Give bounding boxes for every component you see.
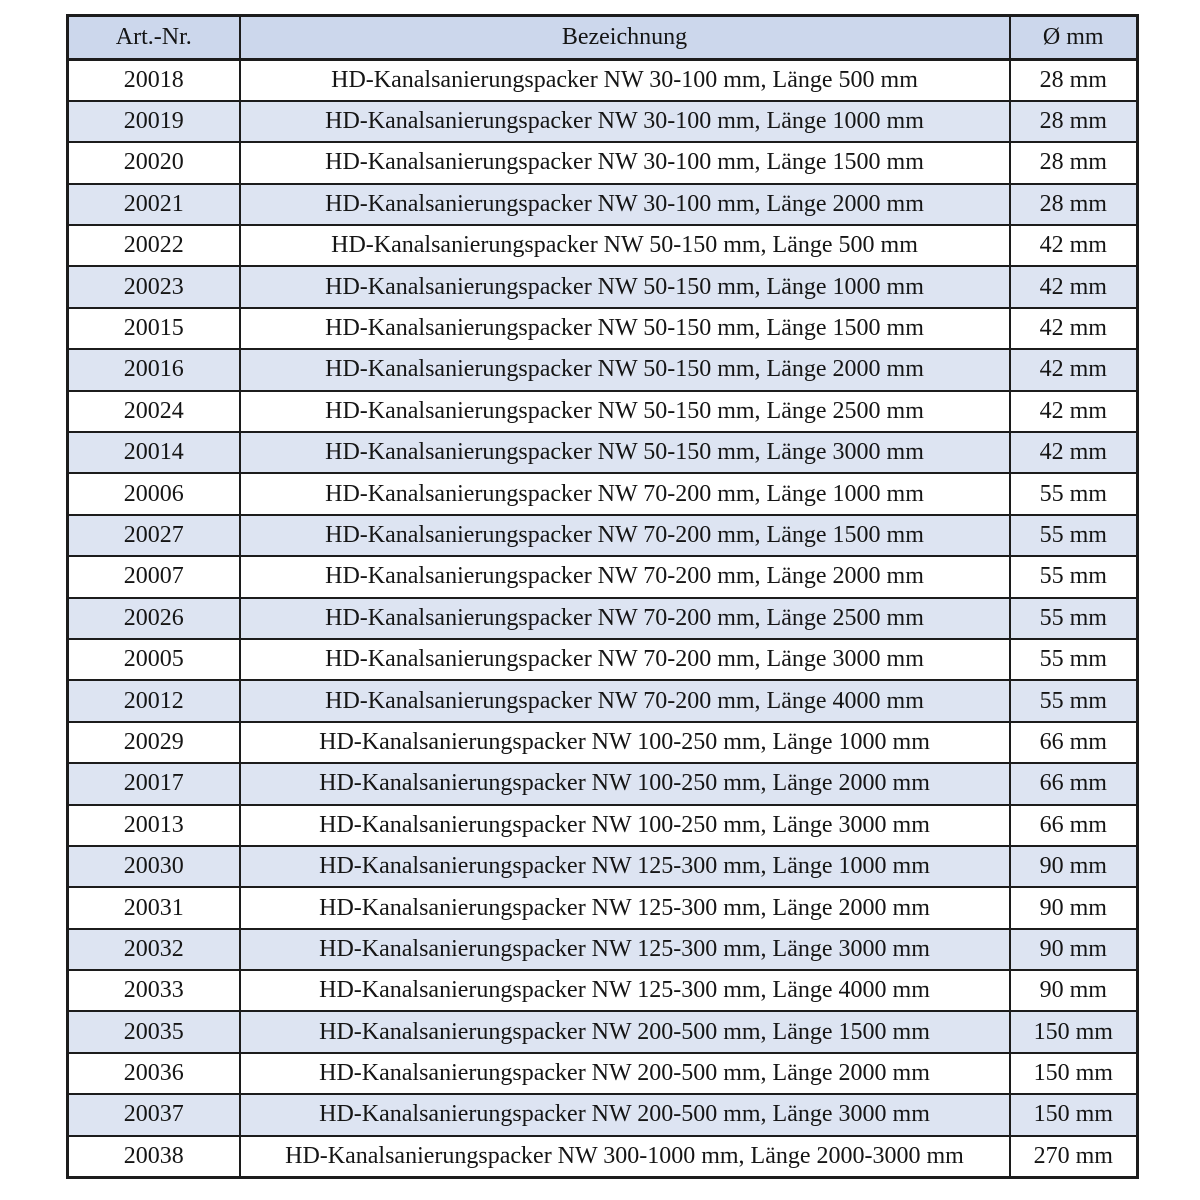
cell-artnr: 20031: [68, 887, 240, 928]
cell-artnr: 20023: [68, 266, 240, 307]
cell-bezeichnung: HD-Kanalsanierungspacker NW 30-100 mm, Länge 2000 mm: [240, 184, 1010, 225]
cell-diameter: 270 mm: [1010, 1136, 1138, 1177]
cell-bezeichnung: HD-Kanalsanierungspacker NW 70-200 mm, Länge 2000 mm: [240, 556, 1010, 597]
table-row: [68, 184, 1138, 225]
table-header: [68, 16, 1138, 60]
cell-bezeichnung: HD-Kanalsanierungspacker NW 200-500 mm, Länge 1500 mm: [240, 1011, 1010, 1052]
cell-bezeichnung: HD-Kanalsanierungspacker NW 100-250 mm, Länge 2000 mm: [240, 763, 1010, 804]
product-table: [66, 14, 1139, 1179]
cell-bezeichnung: HD-Kanalsanierungspacker NW 50-150 mm, Länge 2000 mm: [240, 349, 1010, 390]
table-body: [68, 60, 1138, 1178]
cell-artnr: 20027: [68, 515, 240, 556]
cell-artnr: 20005: [68, 639, 240, 680]
table-row: [68, 680, 1138, 721]
cell-bezeichnung: HD-Kanalsanierungspacker NW 125-300 mm, Länge 2000 mm: [240, 887, 1010, 928]
cell-bezeichnung: HD-Kanalsanierungspacker NW 30-100 mm, Länge 1000 mm: [240, 101, 1010, 142]
cell-artnr: 20015: [68, 308, 240, 349]
cell-artnr: 20036: [68, 1053, 240, 1094]
cell-artnr: 20026: [68, 598, 240, 639]
table-row: [68, 805, 1138, 846]
cell-diameter: 150 mm: [1010, 1011, 1138, 1052]
table-row: [68, 598, 1138, 639]
cell-artnr: 20006: [68, 473, 240, 514]
cell-bezeichnung: HD-Kanalsanierungspacker NW 200-500 mm, Länge 3000 mm: [240, 1094, 1010, 1135]
table-row: [68, 846, 1138, 887]
table-row: [68, 722, 1138, 763]
cell-artnr: 20020: [68, 142, 240, 183]
cell-diameter: 55 mm: [1010, 556, 1138, 597]
cell-artnr: 20030: [68, 846, 240, 887]
cell-diameter: 28 mm: [1010, 142, 1138, 183]
cell-artnr: 20021: [68, 184, 240, 225]
cell-bezeichnung: HD-Kanalsanierungspacker NW 30-100 mm, Länge 500 mm: [240, 60, 1010, 101]
cell-diameter: 42 mm: [1010, 308, 1138, 349]
cell-diameter: 90 mm: [1010, 970, 1138, 1011]
cell-bezeichnung: HD-Kanalsanierungspacker NW 70-200 mm, Länge 2500 mm: [240, 598, 1010, 639]
cell-bezeichnung: HD-Kanalsanierungspacker NW 125-300 mm, Länge 3000 mm: [240, 929, 1010, 970]
table-row: [68, 142, 1138, 183]
cell-bezeichnung: HD-Kanalsanierungspacker NW 125-300 mm, Länge 1000 mm: [240, 846, 1010, 887]
cell-diameter: 42 mm: [1010, 349, 1138, 390]
cell-diameter: 55 mm: [1010, 680, 1138, 721]
cell-artnr: 20024: [68, 391, 240, 432]
cell-bezeichnung: HD-Kanalsanierungspacker NW 70-200 mm, Länge 1500 mm: [240, 515, 1010, 556]
table-row: [68, 225, 1138, 266]
header-row: [68, 16, 1138, 60]
cell-artnr: 20029: [68, 722, 240, 763]
cell-artnr: 20018: [68, 60, 240, 101]
cell-bezeichnung: HD-Kanalsanierungspacker NW 50-150 mm, Länge 500 mm: [240, 225, 1010, 266]
cell-diameter: 28 mm: [1010, 101, 1138, 142]
cell-diameter: 66 mm: [1010, 763, 1138, 804]
cell-bezeichnung: HD-Kanalsanierungspacker NW 50-150 mm, Länge 3000 mm: [240, 432, 1010, 473]
cell-diameter: 90 mm: [1010, 929, 1138, 970]
cell-artnr: 20032: [68, 929, 240, 970]
cell-diameter: 150 mm: [1010, 1094, 1138, 1135]
table-row: [68, 556, 1138, 597]
cell-diameter: 55 mm: [1010, 473, 1138, 514]
column-header-artnr: Art.-Nr.: [68, 16, 240, 60]
cell-artnr: 20013: [68, 805, 240, 846]
cell-artnr: 20016: [68, 349, 240, 390]
cell-artnr: 20019: [68, 101, 240, 142]
cell-diameter: 28 mm: [1010, 60, 1138, 101]
cell-diameter: 90 mm: [1010, 887, 1138, 928]
cell-diameter: 150 mm: [1010, 1053, 1138, 1094]
cell-diameter: 90 mm: [1010, 846, 1138, 887]
table-row: [68, 101, 1138, 142]
table-row: [68, 929, 1138, 970]
cell-bezeichnung: HD-Kanalsanierungspacker NW 100-250 mm, Länge 3000 mm: [240, 805, 1010, 846]
table-row: [68, 308, 1138, 349]
cell-bezeichnung: HD-Kanalsanierungspacker NW 50-150 mm, Länge 2500 mm: [240, 391, 1010, 432]
cell-diameter: 28 mm: [1010, 184, 1138, 225]
cell-artnr: 20022: [68, 225, 240, 266]
table-row: [68, 1011, 1138, 1052]
table-row: [68, 349, 1138, 390]
cell-artnr: 20033: [68, 970, 240, 1011]
table-row: [68, 1053, 1138, 1094]
cell-artnr: 20037: [68, 1094, 240, 1135]
cell-diameter: 55 mm: [1010, 598, 1138, 639]
cell-diameter: 42 mm: [1010, 225, 1138, 266]
cell-bezeichnung: HD-Kanalsanierungspacker NW 300-1000 mm, Länge 2000-3000 mm: [240, 1136, 1010, 1177]
cell-bezeichnung: HD-Kanalsanierungspacker NW 70-200 mm, Länge 3000 mm: [240, 639, 1010, 680]
cell-artnr: 20017: [68, 763, 240, 804]
cell-bezeichnung: HD-Kanalsanierungspacker NW 125-300 mm, Länge 4000 mm: [240, 970, 1010, 1011]
cell-diameter: 55 mm: [1010, 515, 1138, 556]
cell-bezeichnung: HD-Kanalsanierungspacker NW 200-500 mm, Länge 2000 mm: [240, 1053, 1010, 1094]
cell-artnr: 20035: [68, 1011, 240, 1052]
cell-artnr: 20038: [68, 1136, 240, 1177]
table-row: [68, 473, 1138, 514]
table-row: [68, 432, 1138, 473]
cell-diameter: 42 mm: [1010, 391, 1138, 432]
cell-bezeichnung: HD-Kanalsanierungspacker NW 30-100 mm, Länge 1500 mm: [240, 142, 1010, 183]
table-row: [68, 970, 1138, 1011]
table-row: [68, 1094, 1138, 1135]
cell-artnr: 20012: [68, 680, 240, 721]
table-row: [68, 1136, 1138, 1177]
column-header-diameter: Ø mm: [1010, 16, 1138, 60]
cell-bezeichnung: HD-Kanalsanierungspacker NW 100-250 mm, Länge 1000 mm: [240, 722, 1010, 763]
cell-bezeichnung: HD-Kanalsanierungspacker NW 70-200 mm, Länge 4000 mm: [240, 680, 1010, 721]
cell-diameter: 42 mm: [1010, 266, 1138, 307]
cell-bezeichnung: HD-Kanalsanierungspacker NW 50-150 mm, Länge 1500 mm: [240, 308, 1010, 349]
table-row: [68, 763, 1138, 804]
cell-diameter: 66 mm: [1010, 805, 1138, 846]
cell-diameter: 66 mm: [1010, 722, 1138, 763]
column-header-bezeichnung: Bezeichnung: [240, 16, 1010, 60]
table-row: [68, 266, 1138, 307]
table-row: [68, 515, 1138, 556]
cell-bezeichnung: HD-Kanalsanierungspacker NW 50-150 mm, Länge 1000 mm: [240, 266, 1010, 307]
table-row: [68, 639, 1138, 680]
cell-diameter: 55 mm: [1010, 639, 1138, 680]
cell-diameter: 42 mm: [1010, 432, 1138, 473]
table-row: [68, 391, 1138, 432]
table-row: [68, 60, 1138, 101]
table-row: [68, 887, 1138, 928]
cell-artnr: 20014: [68, 432, 240, 473]
cell-artnr: 20007: [68, 556, 240, 597]
cell-bezeichnung: HD-Kanalsanierungspacker NW 70-200 mm, Länge 1000 mm: [240, 473, 1010, 514]
